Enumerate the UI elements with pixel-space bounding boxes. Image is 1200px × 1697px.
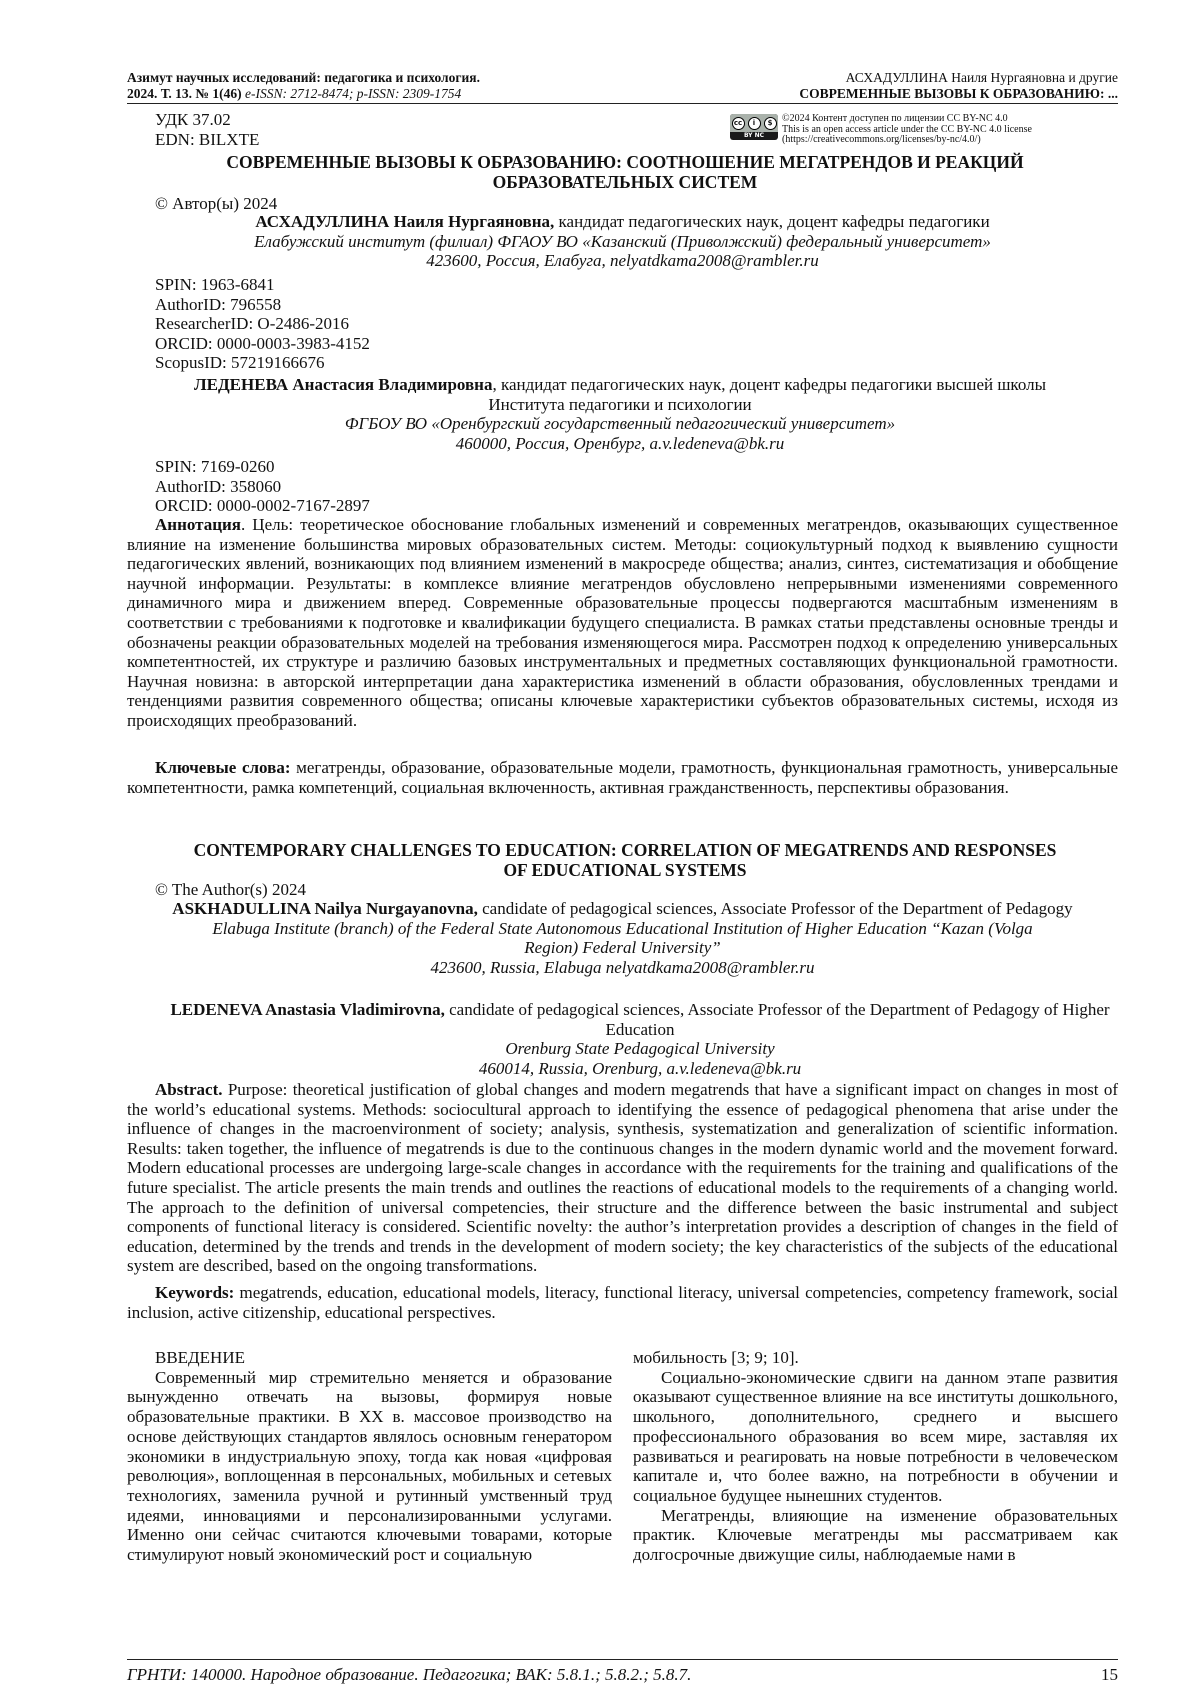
- journal-issn: e-ISSN: 2712-8474; p-ISSN: 2309-1754: [244, 86, 462, 101]
- journal-header: [127, 70, 647, 102]
- paragraph: Социально-экономические сдвиги на данном этапе развития оказывают существенное влияние на все институты дошкольного, школьного, дополнительного, среднего и высшего профессионального образования во всем мире, заставляя их развиваться и реагировать на новые потребности в человеческом капитале и, что более важно, на потребности в обучении и социальное будущее нынешних студентов.: [633, 1367, 1118, 1505]
- author2-ru: ЛЕДЕНЕВА Анастасия Владимировна, кандидат педагогических наук, доцент кафедры педагогики высшей школы Института педагогики и психологии ФГБОУ ВО «Оренбургский государственный педагогический университет» 460000, Россия, Оренбург, a.v.ledeneva@bk.ru: [180, 375, 1060, 453]
- running-head: [638, 70, 1118, 102]
- abstract-label-en: Abstract.: [155, 1080, 223, 1099]
- author2-affiliation-ru: ФГБОУ ВО «Оренбургский государственный педагогический университет»: [344, 414, 896, 433]
- keywords-label-ru: Ключевые слова:: [155, 758, 291, 777]
- udk-code: УДК 37.02: [155, 110, 231, 129]
- article-title-en: CONTEMPORARY CHALLENGES TO EDUCATION: CORRELATION OF MEGATRENDS AND RESPONSES OF EDUCATIONAL SYSTEMS: [193, 840, 1057, 880]
- cc-by-nc-badge-icon[interactable]: cc i $ BY NC: [730, 114, 778, 140]
- author1-en: ASKHADULLINA Nailya Nurgayanovna, candidate of pedagogical sciences, Associate Professor of the Department of Pedagogy Elabuga Institute (branch) of the Federal State Autonomous Educational Institution of Higher Education “Kazan (Volga Region) Federal University” 423600, Russia, Elabuga nelyatdkama2008@rambler.ru: [127, 899, 1118, 977]
- article-identifiers: [155, 110, 259, 150]
- author1-name-ru: АСХАДУЛЛИНА Наиля Нургаяновна,: [255, 212, 555, 231]
- article-title-ru: СОВРЕМЕННЫЕ ВЫЗОВЫ К ОБРАЗОВАНИЮ: СООТНОШЕНИЕ МЕГАТРЕНДОВ И РЕАКЦИЙ ОБРАЗОВАТЕЛЬНЫХ СИСТЕМ: [226, 152, 1024, 192]
- header-rule: [127, 103, 1118, 104]
- author1-affiliation-ru: Елабужский институт (филиал) ФГАОУ ВО «Казанский (Приволжский) федеральный университет»: [254, 231, 991, 251]
- author2-ids: SPIN: 7169-0260 AuthorID: 358060 ORCID: 0000-0002-7167-2897: [155, 457, 370, 515]
- license-link[interactable]: (https://creativecommons.org/licenses/by-nc/4.0/): [782, 134, 981, 145]
- author2-en: LEDENEVA Anastasia Vladimirovna, candidate of pedagogical sciences, Associate Professor of the Department of Pedagogy of Higher Education Orenburg State Pedagogical University 460014, Russia, Orenburg, a.v.ledeneva@bk.ru: [160, 1000, 1120, 1078]
- paragraph: Мегатренды, влияющие на изменение образовательных практик. Ключевые мегатренды мы рассматриваем как долгосрочные движущие силы, наблюдаемые нами в: [633, 1505, 1118, 1565]
- author1-address-ru: 423600, Россия, Елабуга, nelyatdkama2008@rambler.ru: [426, 251, 819, 270]
- body-column-left: [127, 1348, 612, 1565]
- page-number: 15: [1101, 1665, 1118, 1684]
- keywords-ru: Ключевые слова: мегатренды, образование, образовательные модели, грамотность, функциональная грамотность, универсальные компетентности, рамка компетенций, социальная включенность, активная гражданственность, перспективы образования.: [127, 758, 1118, 797]
- license-text: ©2024 Контент доступен по лицензии CC BY-NC 4.0 This is an open access article under the CC BY-NC 4.0 license (https://creativecommons.org/licenses/by-nc/4.0/): [782, 114, 1142, 146]
- body-column-right: [633, 1348, 1118, 1565]
- paragraph: мобильность [3; 9; 10].: [633, 1348, 799, 1367]
- keywords-label-en: Keywords:: [155, 1283, 235, 1302]
- author1-ru: АСХАДУЛЛИНА Наиля Нургаяновна, кандидат педагогических наук, доцент кафедры педагогики Елабужский институт (филиал) ФГАОУ ВО «Казанский (Приволжский) федеральный университет» 423600, Россия, Елабуга, nelyatdkama2008@rambler.ru: [127, 212, 1118, 271]
- journal-volume: 2024. Т. 13. № 1(46): [127, 86, 242, 101]
- journal-name: Азимут научных исследований: педагогика и психология.: [127, 70, 480, 85]
- paragraph: Современный мир стремительно меняется и образование вынужденно отвечать на вызовы, формируя новые образовательные практики. В XX в. массовое производство на основе действующих стандартов являлось основным генератором экономики в индустриальную эпоху, тогда как новая «цифровая революция», воплощенная в персональных, мобильных и сетевых технологиях, заменила ручной и рутинный умственный труд идеями, инновациями и персонализированными услугами. Именно они сейчас считаются ключевыми товарами, которые стимулируют новый экономический рост и социальную: [127, 1367, 612, 1565]
- license-block: [730, 114, 1142, 146]
- author1-affiliation-en: Elabuga Institute (branch) of the Federal State Autonomous Educational Institution of Higher Education “Kazan (Volga Region) Federal University”: [212, 918, 1033, 957]
- running-head-authors: АСХАДУЛЛИНА Наиля Нургаяновна и другие: [845, 70, 1118, 85]
- author2-address-ru: 460000, Россия, Оренбург, a.v.ledeneva@bk.ru: [455, 433, 785, 453]
- copyright-ru: © Автор(ы) 2024: [155, 194, 278, 213]
- grnti-classification: ГРНТИ: 140000. Народное образование. Педагогика; ВАК: 5.8.1.; 5.8.2.; 5.8.7.: [127, 1665, 692, 1684]
- running-head-title: СОВРЕМЕННЫЕ ВЫЗОВЫ К ОБРАЗОВАНИЮ: ...: [799, 86, 1118, 101]
- abstract-en: Abstract. Purpose: theoretical justification of global changes and modern megatrends that have a significant impact on changes in most of the world’s educational systems. Methods: sociocultural approach to identifying the essence of pedagogical phenomena that arise under the influence of changes in the macroenvironment of society; analysis, synthesis, systematization and generalization of scientific information. Results: taken together, the influence of megatrends is due to the continuous changes in the modern dynamic world and the movement forward. Modern educational processes are undergoing large-scale changes in accordance with the requirements for the training and qualifications of the future specialist. The article presents the main trends and outlines the reactions of educational models to the requirements of a changing world. The approach to the definition of universal competencies, their structure and the difference between the basic instrumental and subject components of functional literacy is considered. Scientific novelty: the author’s interpretation provides a description of changes in the field of education, determined by the trends and trends in the development of modern society; the key characteristics of the subjects of the educational system are described, based on the ongoing transformations.: [127, 1080, 1118, 1276]
- author2-affiliation-en: Orenburg State Pedagogical University: [505, 1039, 775, 1058]
- author2-address-en: 460014, Russia, Orenburg, a.v.ledeneva@bk.ru: [478, 1058, 802, 1078]
- author1-address-en: 423600, Russia, Elabuga nelyatdkama2008@rambler.ru: [430, 957, 815, 977]
- copyright-en: © The Author(s) 2024: [155, 880, 306, 899]
- author1-name-en: ASKHADULLINA Nailya Nurgayanovna,: [172, 899, 478, 918]
- page-footer: [127, 1665, 1118, 1685]
- author2-name-en: LEDENEVA Anastasia Vladimirovna,: [170, 1000, 445, 1019]
- keywords-en: Keywords: megatrends, education, educational models, literacy, functional literacy, universal competencies, competency framework, social inclusion, active citizenship, educational perspectives.: [127, 1283, 1118, 1322]
- author2-name-ru: ЛЕДЕНЕВА Анастасия Владимировна: [193, 375, 493, 394]
- footer-rule: [127, 1659, 1118, 1660]
- section-heading-intro: ВВЕДЕНИЕ: [155, 1348, 245, 1367]
- author1-ids: SPIN: 1963-6841 AuthorID: 796558 ResearcherID: O-2486-2016 ORCID: 0000-0003-3983-4152 ScopusID: 57219166676: [155, 275, 370, 372]
- abstract-ru: Аннотация. Цель: теоретическое обоснование глобальных изменений и современных мегатрендов, оказывающих существенное влияние на изменение большинства мировых образовательных систем. Методы: социокультурный подход к выявлению сущности педагогических явлений, возникающих под влиянием изменений в макросреде общества; анализ, синтез, систематизация и обобщение научной информации. Результаты: в комплексе влияние мегатрендов обусловлено непрерывными изменениями современного динамичного мира и движением вперед. Современные образовательные процессы подвергаются масштабным изменениям в соответствии с требованиями к подготовке и квалификации будущего специалиста. В рамках статьи представлены основные тренды и обозначены реакции образовательных моделей на требования изменяющегося мира. Рассмотрен подход к определению универсальных компетентностей, их структуре и различию базовых инструментальных и предметных составляющих функциональной грамотности. Научная новизна: в авторской интерпретации дана характеристика изменений в области образования, обусловленных трендами и тенденциями развития современного общества; описаны ключевые характеристики субъектов образовательных системы, исходя из происходящих преобразований.: [127, 515, 1118, 730]
- edn-code: EDN: BILXTE: [155, 130, 260, 149]
- abstract-label-ru: Аннотация: [155, 515, 241, 534]
